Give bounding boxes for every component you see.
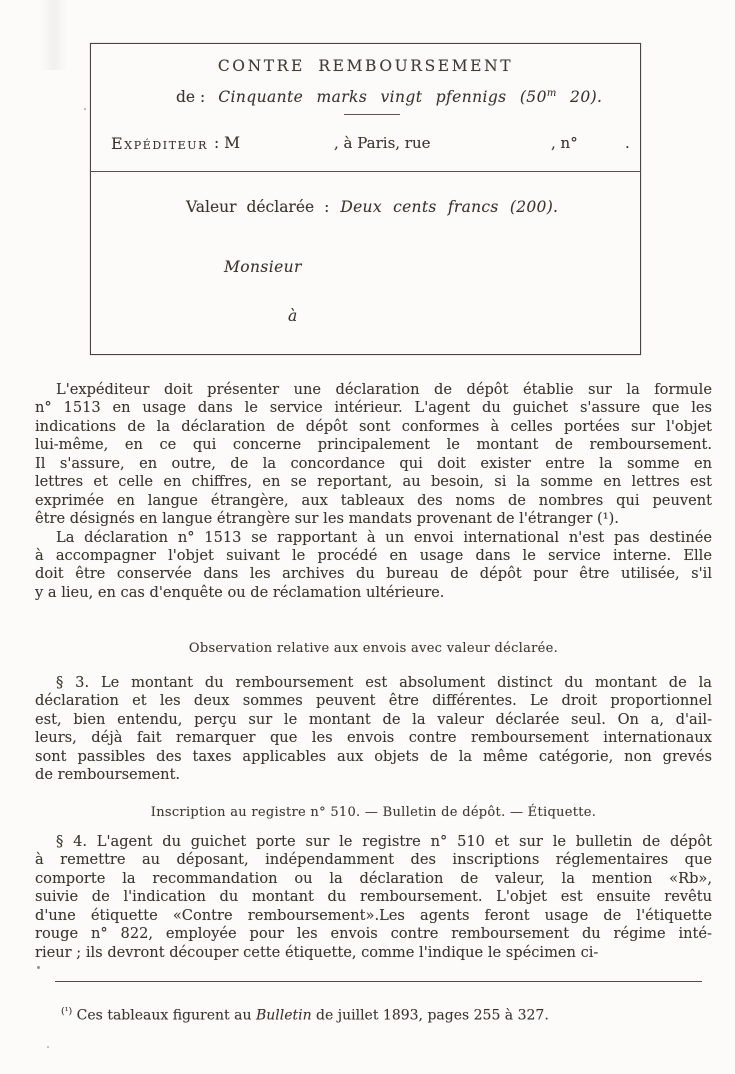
- salutation-monsieur: Monsieur: [224, 258, 302, 276]
- text-line: leurs, déjà fait remarquer que les envois contre remboursement internationaux: [35, 729, 712, 747]
- paragraph-declaration-archive: [35, 529, 712, 603]
- text-line: à remettre au déposant, indépendamment des inscriptions réglementaires que: [35, 851, 712, 869]
- section-heading-observation: Observation relative aux envois avec valeur déclarée.: [188, 641, 559, 656]
- form-divider-rule: [90, 171, 641, 172]
- text-line: comporte la recommandation ou la déclaration de valeur, la mention «Rb»,: [35, 869, 712, 887]
- text-line: être désignés en langue étrangère sur les mandats provenant de l'étranger (¹).: [35, 510, 619, 528]
- paragraph-section-4: [35, 833, 712, 962]
- cod-form-box: [90, 43, 641, 355]
- text-line: sont passibles des taxes applicables aux objets de la même catégorie, non grevés: [35, 747, 712, 765]
- text-line: Il s'assure, en outre, de la concordance qui doit exister entre la somme en: [35, 454, 712, 472]
- text-line: de remboursement.: [35, 766, 181, 784]
- scan-speck: [84, 108, 86, 110]
- text-line: y a lieu, en cas d'enquête ou de réclamation ultérieure.: [35, 583, 445, 601]
- footnote-work-title: Bulletin: [255, 1007, 312, 1024]
- text-line: lettres et celle en chiffres, en se reportant, au besoin, si la somme en lettres est: [35, 473, 712, 491]
- form-title: CONTRE REMBOURSEMENT: [217, 57, 514, 75]
- footnote-separator-rule: [55, 981, 702, 982]
- text-line: rouge n° 822, employée pour les envois contre remboursement du régime inté-: [35, 925, 712, 943]
- declared-value-label: Valeur déclarée :: [186, 198, 330, 216]
- sender-line: [91, 134, 640, 154]
- text-line: L'expéditeur doit présenter une déclaration de dépôt établie sur la formule: [56, 381, 712, 398]
- text-line: doit être conservée dans les archives du bureau de dépôt pour être utilisée, s'il: [35, 565, 712, 583]
- text-line: rieur ; ils devront découper cette étiquette, comme l'indique le spécimen ci-: [35, 943, 599, 961]
- sender-label: Expéditeur: [111, 134, 209, 153]
- text-line: est, bien entendu, perçu sur le montant de la valeur déclarée seul. On a, d'ail-: [35, 710, 712, 728]
- footnote: [35, 1003, 695, 1025]
- text-line: exprimée en langue étrangère, aux tableaux des noms de nombres qui peuvent: [35, 491, 712, 509]
- amount-label: de :: [176, 88, 206, 107]
- sender-colon-m: : M: [214, 134, 241, 152]
- scan-speck: [37, 966, 40, 969]
- text-line: lui-même, en ce qui concerne principalement le montant de remboursement.: [35, 436, 712, 454]
- amount-value-tail: 20).: [556, 88, 603, 107]
- sender-end-period: .: [625, 134, 630, 152]
- paragraph-declaration-1513: [35, 381, 712, 529]
- cod-amount-line: [176, 88, 602, 106]
- text-line: n° 1513 en usage dans le service intérieur. L'agent du guichet s'assure que les: [35, 399, 712, 417]
- section-heading-inscription: Inscription au registre n° 510. — Bulletin de dépôt. — Étiquette.: [150, 805, 597, 820]
- sender-address-fragment: , à Paris, rue: [334, 134, 431, 152]
- text-line: § 3. Le montant du remboursement est absolument distinct du montant de la: [56, 674, 712, 691]
- amount-value: Cinquante marks vingt pfennigs (50: [218, 88, 547, 107]
- amount-underline-rule: [344, 114, 400, 115]
- text-line: La déclaration n° 1513 se rapportant à un envoi international n'est pas destinée: [56, 528, 712, 546]
- scan-shade-artifact: [40, 0, 68, 70]
- scan-speck: [47, 1046, 49, 1048]
- declared-value-text: Deux cents francs (200).: [340, 198, 559, 216]
- amount-unit-superscript: m: [546, 88, 557, 99]
- text-line: § 4. L'agent du guichet porte sur le registre n° 510 et sur le bulletin de dépôt: [56, 833, 712, 850]
- footnote-text-before: Ces tableaux figurent au: [72, 1007, 256, 1024]
- text-line: à accompagner l'objet suivant le procédé en usage dans le service interne. Elle: [35, 546, 712, 564]
- destination-particle: à: [288, 307, 298, 325]
- footnote-text-after: de juillet 1893, pages 255 à 327.: [311, 1007, 549, 1024]
- text-line: d'une étiquette «Contre remboursement».Les agents feront usage de l'étiquette: [35, 906, 712, 924]
- text-line: indications de la déclaration de dépôt sont conformes à celles portées sur l'objet: [35, 417, 712, 435]
- footnote-marker: (¹): [61, 1006, 73, 1017]
- text-line: déclaration et les deux sommes peuvent être différentes. Le droit proportionnel: [35, 692, 712, 710]
- sender-number-fragment: , n°: [551, 134, 578, 152]
- intro-paragraphs-block: [35, 381, 712, 602]
- paragraph-section-3: [35, 674, 712, 785]
- text-line: suivie de l'indication du montant du remboursement. L'objet est ensuite revêtu: [35, 888, 712, 906]
- declared-value-line: [186, 198, 558, 216]
